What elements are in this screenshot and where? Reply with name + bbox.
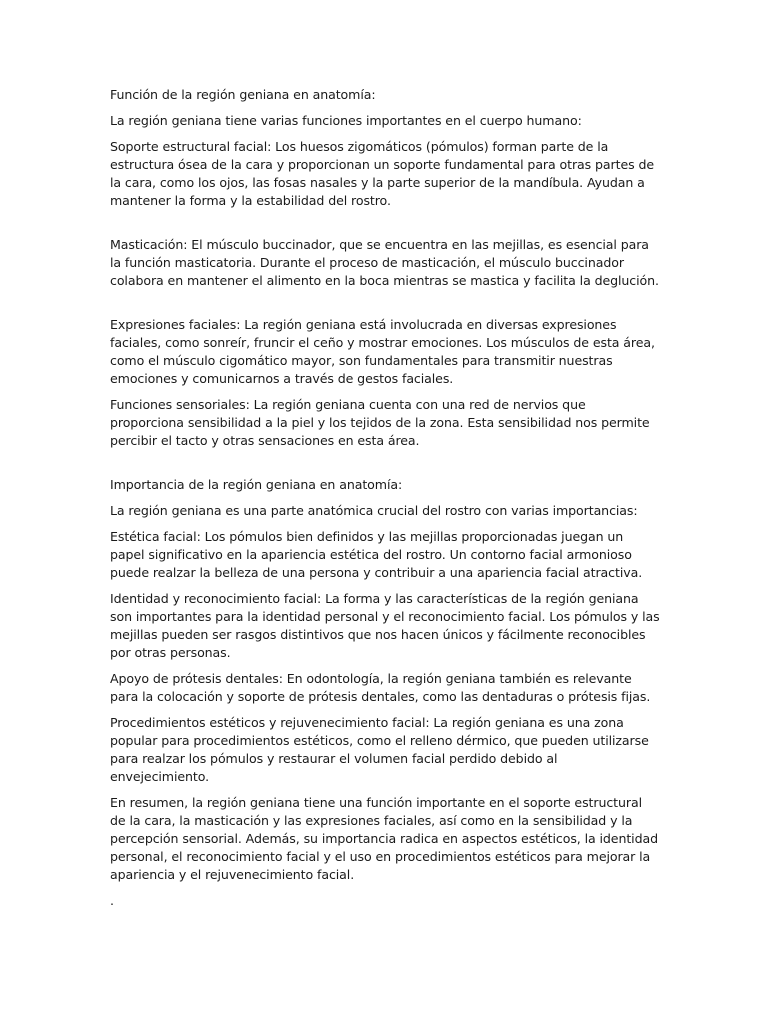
document-body	[110, 86, 660, 918]
paragraph-protesis-dentales: Apoyo de prótesis dentales: En odontología, la región geniana también es relevante para la colocación y soporte de prótesis dentales, como las dentaduras o prótesis fijas.	[110, 671, 651, 704]
paragraph-resumen: En resumen, la región geniana tiene una función importante en el soporte estructural de la cara, la masticación y las expresiones faciales, así como en la sensibilidad y la percepción sensorial. Además, su importancia radica en aspectos estéticos, la identidad personal, el reconocimiento facial y el uso en procedimientos estéticos para mejorar la apariencia y el rejuvenecimiento facial.	[110, 795, 658, 882]
paragraph-funciones-sensoriales: Funciones sensoriales: La región geniana cuenta con una red de nervios que proporciona sensibilidad a la piel y los tejidos de la zona. Esta sensibilidad nos permite percibir el tacto y otras sensaciones en esta área.	[110, 397, 650, 448]
trailing-period: .	[110, 893, 114, 908]
intro-paragraph-funciones: La región geniana tiene varias funciones importantes en el cuerpo humano:	[110, 113, 582, 128]
paragraph-soporte-estructural: Soporte estructural facial: Los huesos zigomáticos (pómulos) forman parte de la estructura ósea de la cara y proporcionan un soporte fundamental para otras partes de la cara, como los ojos, las fosas nasales y la parte superior de la mandíbula. Ayudan a mantener la forma y la estabilidad del rostro.	[110, 139, 655, 208]
paragraph-procedimientos-esteticos: Procedimientos estéticos y rejuvenecimiento facial: La región geniana es una zona popular para procedimientos estéticos, como el relleno dérmico, que pueden utilizarse para realzar los pómulos y restaurar el volumen facial perdido debido al envejecimiento.	[110, 715, 649, 784]
paragraph-masticacion: Masticación: El músculo buccinador, que se encuentra en las mejillas, es esencial para la función masticatoria. Durante el proceso de masticación, el músculo buccinador colabora en mantener el alimento en la boca mientras se mastica y facilita la deglución.	[110, 237, 659, 288]
paragraph-expresiones-faciales: Expresiones faciales: La región geniana está involucrada en diversas expresiones faciales, como sonreír, fruncir el ceño y mostrar emociones. Los músculos de esta área, como el músculo cigomático mayor, son fundamentales para transmitir nuestras emociones y comunicarnos a través de gestos faciales.	[110, 317, 655, 386]
section-heading-funcion: Función de la región geniana en anatomía:	[110, 87, 376, 102]
intro-paragraph-importancias: La región geniana es una parte anatómica crucial del rostro con varias importancias:	[110, 503, 638, 518]
paragraph-identidad: Identidad y reconocimiento facial: La forma y las características de la región geniana son importantes para la identidad personal y el reconocimiento facial. Los pómulos y las mejillas pueden ser rasgos distintivos que nos hacen únicos y fácilmente reconocibles por otras personas.	[110, 591, 660, 660]
section-heading-importancia: Importancia de la región geniana en anatomía:	[110, 477, 403, 492]
paragraph-estetica-facial: Estética facial: Los pómulos bien definidos y las mejillas proporcionadas juegan un papel significativo en la apariencia estética del rostro. Un contorno facial armonioso puede realzar la belleza de una persona y contribuir a una apariencia facial atractiva.	[110, 529, 643, 580]
